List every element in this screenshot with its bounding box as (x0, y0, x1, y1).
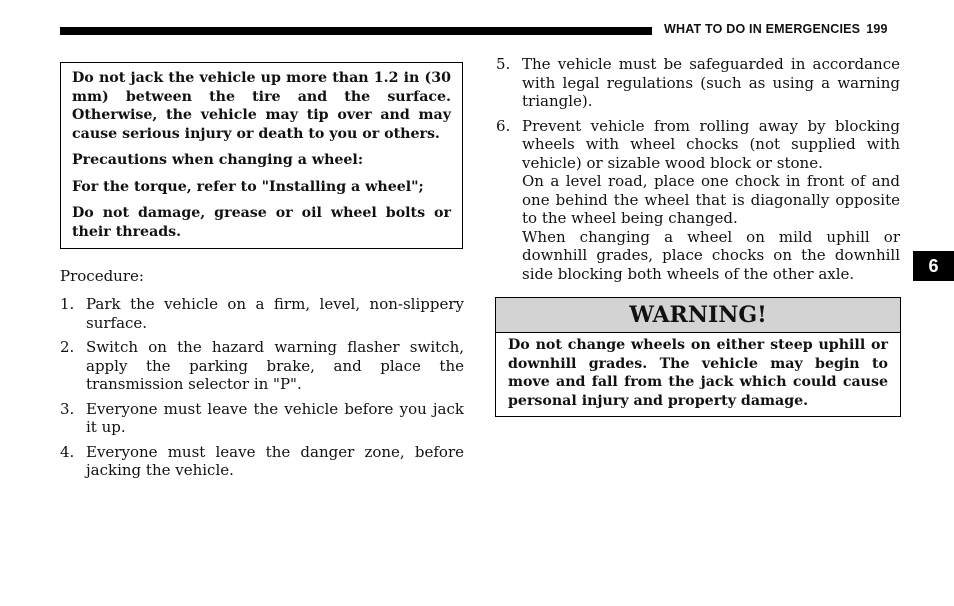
header-rule (60, 27, 652, 35)
step-number: 5. (496, 55, 511, 73)
warning-text: Do not change wheels on either steep uphill or downhill grades. The vehicle may begin to move and fall from the jack which could cause personal injury and property damage. (508, 337, 888, 409)
procedure-steps-right (496, 55, 900, 289)
caution-paragraph: Do not damage, grease or oil wheel bolts or their threads. (72, 205, 451, 240)
procedure-label: Procedure: (60, 267, 144, 285)
step-text: Park the vehicle on a firm, level, non-slippery surface. (86, 295, 464, 332)
procedure-step (60, 443, 464, 480)
warning-title: WARNING! (496, 298, 900, 333)
step-text: Prevent vehicle from rolling away by blocking wheels with wheel chocks (not supplied with vehicle) or sizable wood block or stone. (522, 116, 900, 172)
step-number: 2. (60, 338, 75, 356)
procedure-step (60, 338, 464, 394)
warning-box (495, 297, 901, 417)
caution-paragraph: For the torque, refer to "Installing a wheel"; (72, 178, 424, 195)
chapter-tab: 6 (913, 251, 954, 281)
section-title: WHAT TO DO IN EMERGENCIES (664, 22, 861, 36)
procedure-step (60, 295, 464, 332)
step-text: The vehicle must be safeguarded in accordance with legal regulations (such as using a warning triangle). (522, 55, 900, 110)
step-extra-text: When changing a wheel on mild uphill or downhill grades, place chocks on the downhill side blocking both wheels of the other axle. (522, 227, 900, 283)
procedure-step (496, 55, 900, 111)
step-text: Switch on the hazard warning flasher switch, apply the parking brake, and place the transmission selector in "P". (86, 338, 464, 393)
step-number: 3. (60, 399, 75, 418)
procedure-step (496, 117, 900, 284)
step-number: 1. (60, 295, 75, 313)
caution-paragraph: Precautions when changing a wheel: (72, 152, 364, 168)
caution-box (60, 62, 463, 249)
running-header (664, 22, 888, 36)
step-extra-text: On a level road, place one chock in front of and one behind the wheel that is diagonally opposite to the wheel being changed. (522, 172, 900, 227)
step-text: Everyone must leave the danger zone, before jacking the vehicle. (86, 442, 464, 479)
procedure-step (60, 400, 464, 437)
procedure-steps-left (60, 295, 464, 486)
step-number: 6. (496, 116, 511, 135)
page-number: 199 (866, 22, 888, 36)
caution-paragraph: Do not jack the vehicle up more than 1.2 in (30 mm) between the tire and the surface. Otherwise, the vehicle may tip over and may cause serious injury or death to you or others. (72, 70, 451, 142)
step-number: 4. (60, 442, 75, 461)
step-text: Everyone must leave the vehicle before you jack it up. (86, 399, 464, 436)
